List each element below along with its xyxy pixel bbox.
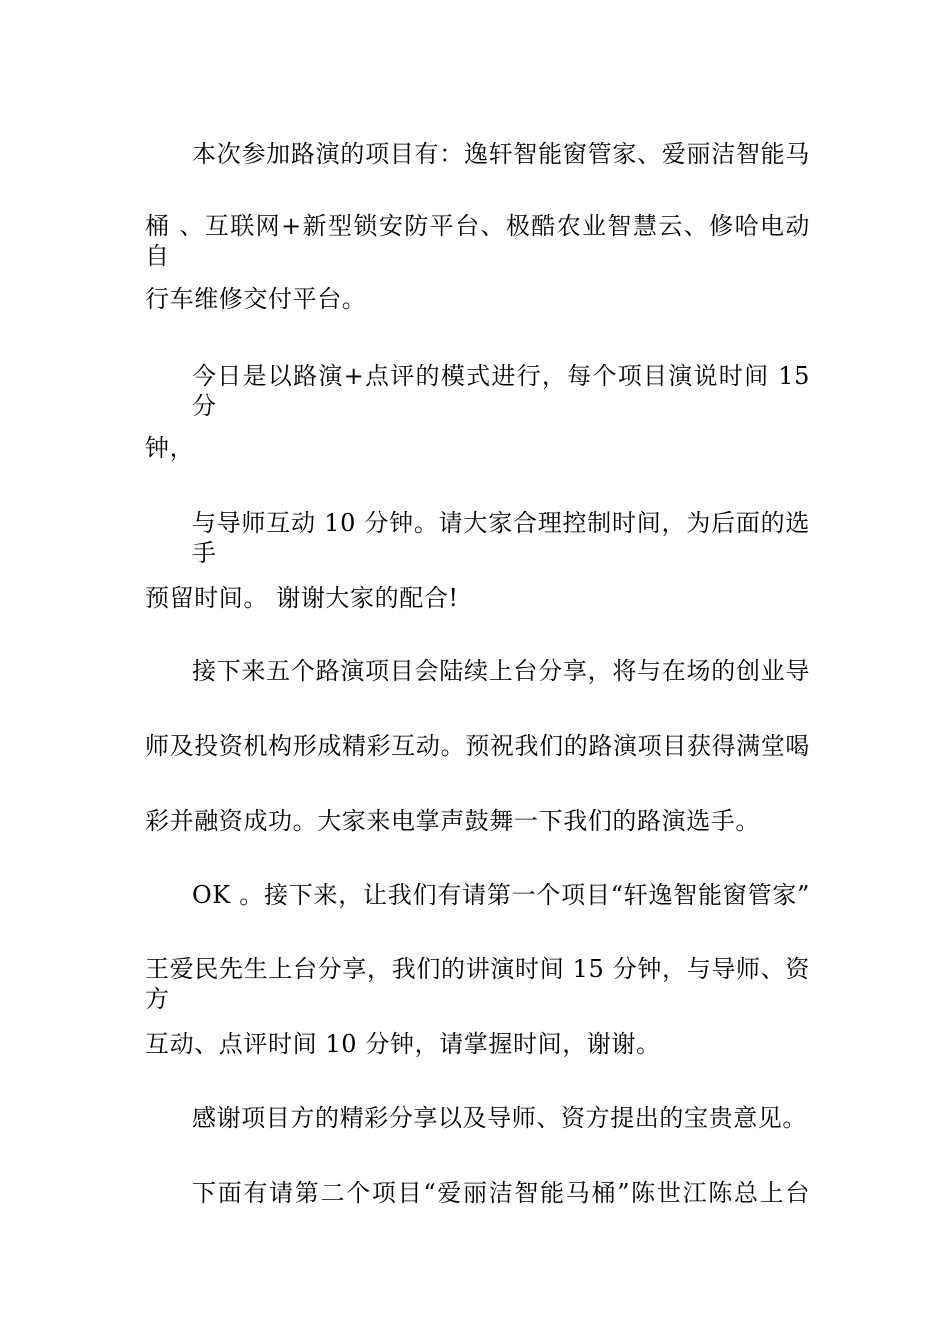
paragraph-3-line-2: 预留时间。 谢谢大家的配合!: [145, 584, 459, 612]
paragraph-6-line-1: 感谢项目方的精彩分享以及导师、资方提出的宝贵意见。: [192, 1104, 807, 1132]
paragraph-1-line-3: 行车维修交付平台。: [145, 285, 367, 313]
paragraph-7-line-1: 下面有请第二个项目“爱丽洁智能马桶”陈世江陈总上台: [192, 1179, 810, 1207]
paragraph-5-line-2: 王爱民先生上台分享，我们的讲演时间 15 分钟，与导师、资方: [145, 955, 810, 1013]
paragraph-1-line-1: 本次参加路演的项目有：逸轩智能窗管家、爱丽洁智能马: [192, 140, 810, 168]
paragraph-1-line-2: 桶 、互联网+新型锁安防平台、极酷农业智慧云、修哈电动自: [145, 212, 810, 270]
paragraph-4-line-1: 接下来五个路演项目会陆续上台分享，将与在场的创业导: [192, 657, 810, 685]
paragraph-5-line-3: 互动、点评时间 10 分钟，请掌握时间，谢谢。: [145, 1030, 661, 1058]
paragraph-4-line-2: 师及投资机构形成精彩互动。预祝我们的路演项目获得满堂喝: [145, 732, 810, 760]
paragraph-3-line-1: 与导师互动 10 分钟。请大家合理控制时间，为后面的选手: [192, 509, 810, 567]
paragraph-2-line-2: 钟，: [145, 434, 195, 462]
paragraph-5-line-1: OK 。接下来，让我们有请第一个项目“轩逸智能窗管家”: [192, 881, 810, 909]
paragraph-4-line-3: 彩并融资成功。大家来电掌声鼓舞一下我们的路演选手。: [145, 807, 760, 835]
paragraph-2-line-1: 今日是以路演+点评的模式进行，每个项目演说时间 15 分: [192, 362, 810, 420]
